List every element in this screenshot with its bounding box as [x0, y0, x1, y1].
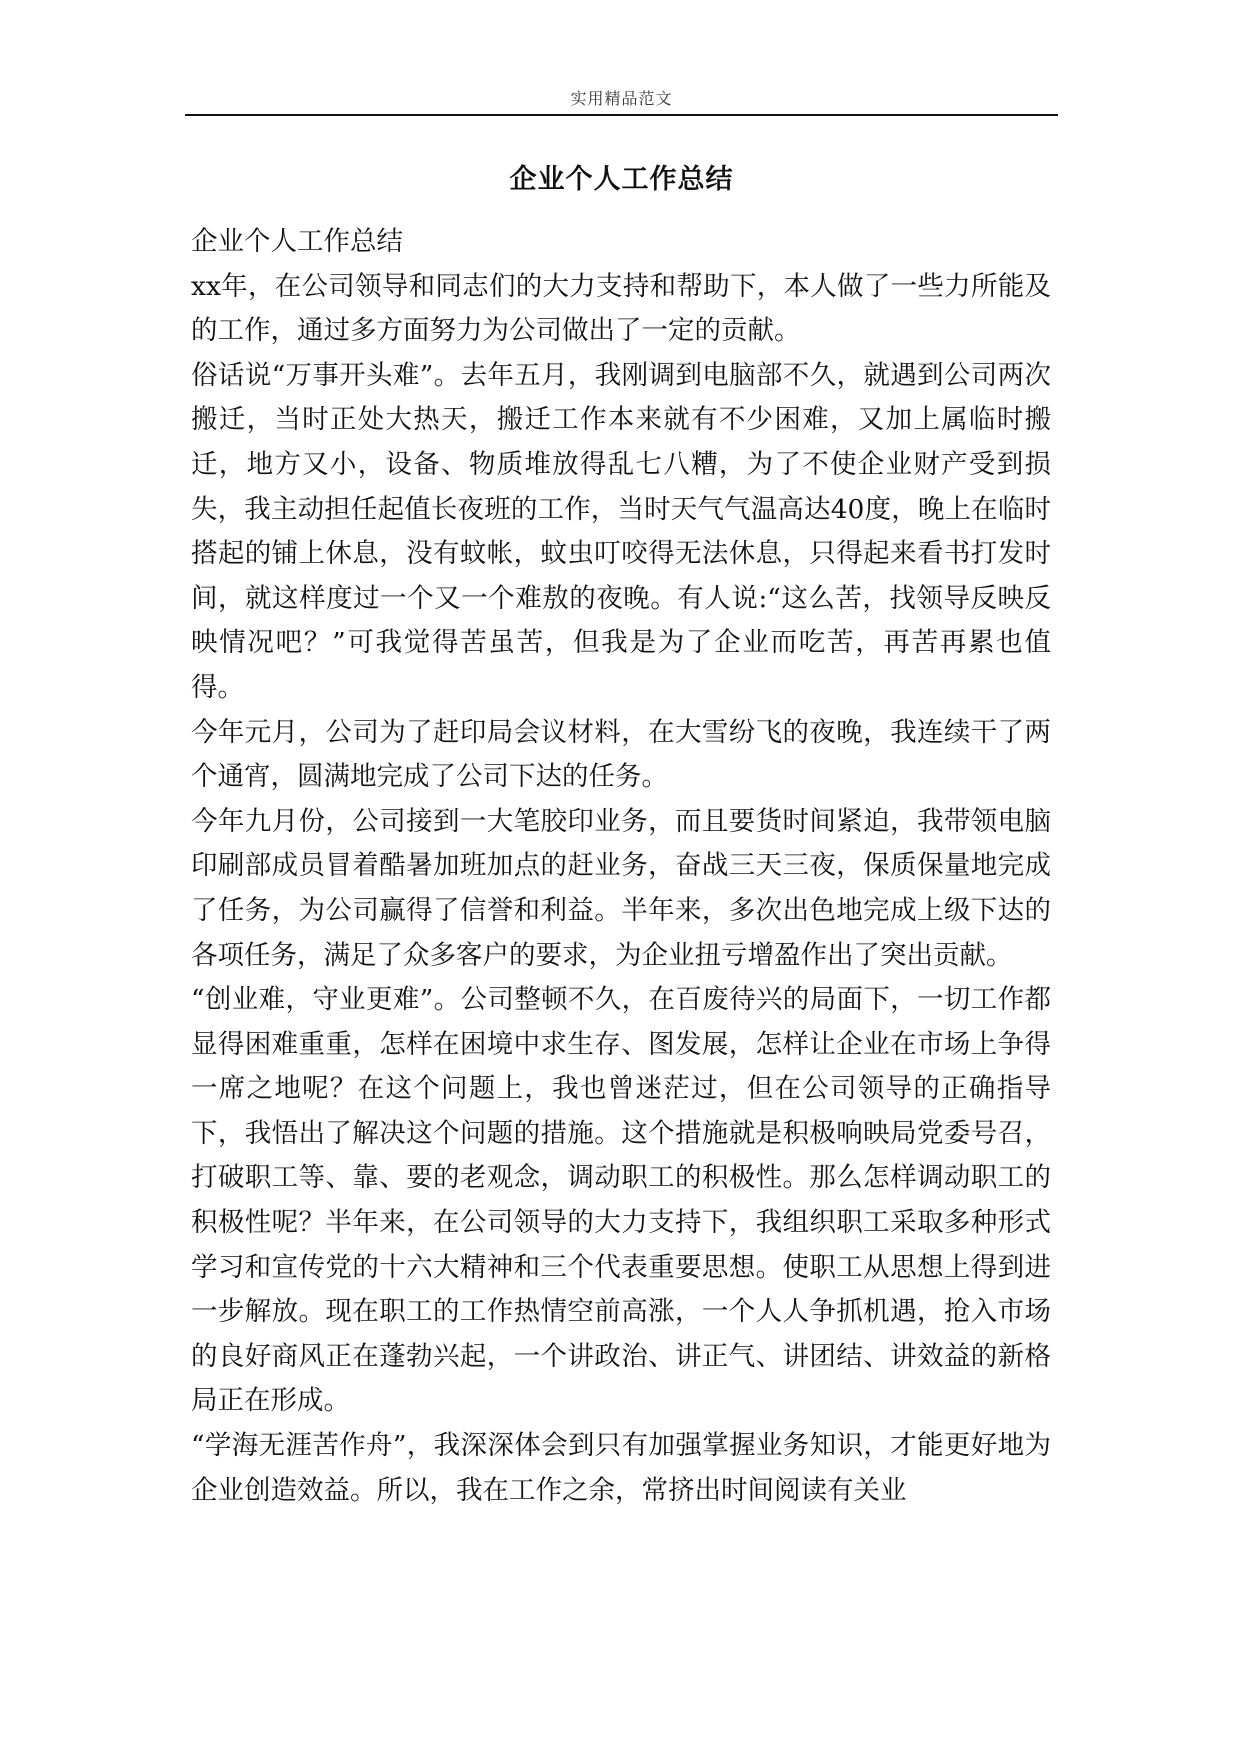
header-divider: [185, 114, 1058, 116]
body-paragraph: “学海无涯苦作舟”，我深深体会到只有加强掌握业务知识，才能更好地为企业创造效益。所以，我在工作之余，常挤出时间阅读有关业: [191, 1430, 1051, 1506]
body-paragraph: xx年，在公司领导和同志们的大力支持和帮助下，本人做了一些力所能及的工作，通过多方面努力为公司做出了一定的贡献。: [191, 270, 1051, 347]
document-body: [191, 220, 1051, 1513]
document-title: 企业个人工作总结: [509, 164, 734, 195]
body-paragraph: “创业难，守业更难”。公司整顿不久，在百废待兴的局面下，一切工作都显得困难重重，怎样在困境中求生存、图发展，怎样让企业在市场上争得一席之地呢？在这个问题上，我也曾迷茫过，但在公司领导的正确指导下，我悟出了解决这个问题的措施。这个措施就是积极响映局党委号召，打破职工等、靠、要的老观念，调动职工的积极性。那么怎样调动职工的积极性呢？半年来，在公司领导的大力支持下，我组织职工采取多种形式学习和宣传党的十六大精神和三个代表重要思想。使职工从思想上得到进一步解放。现在职工的工作热情空前高涨，一个人人争抓机遇，抢入市场的良好商风正在蓬勃兴起，一个讲政治、讲正气、讲团结、讲效益的新格局正在形成。: [191, 984, 1051, 1417]
body-paragraph: 俗话说“万事开头难”。去年五月，我刚调到电脑部不久，就遇到公司两次搬迁，当时正处大热天，搬迁工作本来就有不少困难，又加上属临时搬迁，地方又小，设备、物质堆放得乱七八糟，为了不使企业财产受到损失，我主动担任起值长夜班的工作，当时天气气温高达40度，晚上在临时搭起的铺上休息，没有蚊帐，蚊虫叮咬得无法休息，只得起来看书打发时间，就这样度过一个又一个难敖的夜晚。有人说:“这么苦，找领导反映反映情况吧？”可我觉得苦虽苦，但我是为了企业而吃苦，再苦再累也值得。: [191, 359, 1051, 703]
page-header: 实用精品范文: [570, 89, 673, 108]
body-paragraph: 今年九月份，公司接到一大笔胶印业务，而且要货时间紧迫，我带领电脑印刷部成员冒着酷暑加班加点的赶业务，奋战三天三夜，保质保量地完成了任务，为公司赢得了信誉和利益。半年来，多次出色地完成上级下达的各项任务，满足了众多客户的要求，为企业扭亏增盈作出了突出贡献。: [191, 805, 1051, 971]
body-paragraph: 企业个人工作总结: [191, 226, 403, 257]
body-paragraph: 今年元月，公司为了赶印局会议材料，在大雪纷飞的夜晚，我连续干了两个通宵，圆满地完成了公司下达的任务。: [191, 716, 1051, 793]
